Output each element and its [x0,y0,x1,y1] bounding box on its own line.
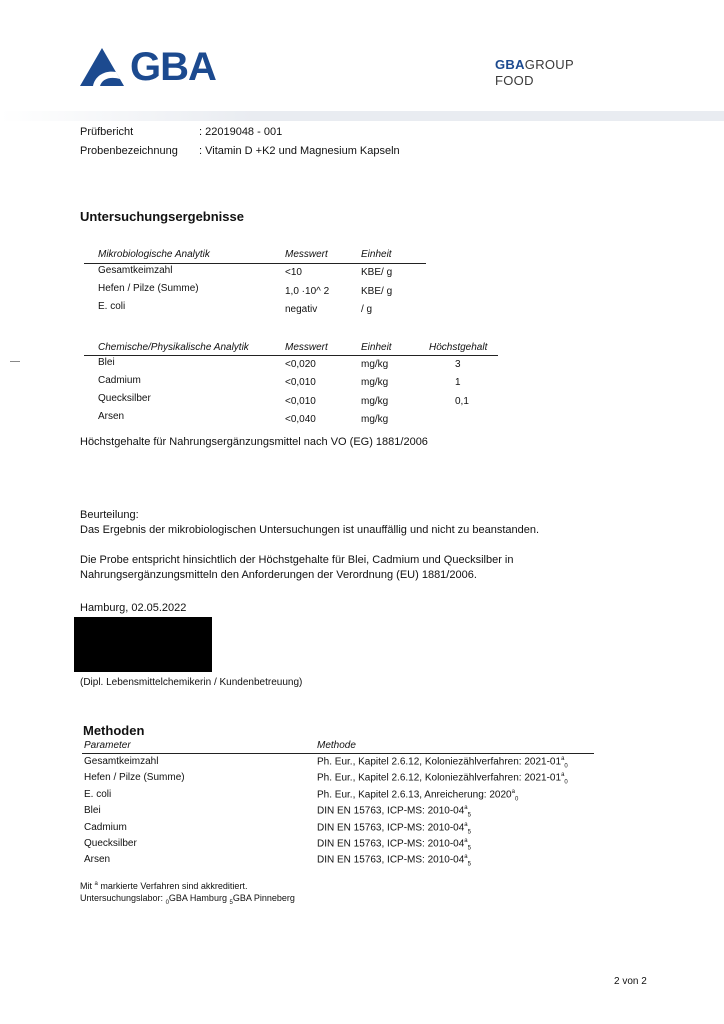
methods-row-method: DIN EN 15763, ICP-MS: $2010-04^a_5$ [317,838,471,852]
methods-header-methode: Methode [317,740,356,751]
chem-header-analytik: Chemische/Physikalische Analytik [98,342,249,353]
methods-header-parameter: Parameter [84,740,131,751]
chem-row-name: Cadmium [98,375,141,386]
methods-row-param: Cadmium [84,822,127,833]
methods-row-method: Ph. Eur., Kapitel 2.6.12, Koloniezählverfahren: $2021-01^a_0$ [317,772,568,786]
chem-header-messwert: Messwert [285,342,328,353]
logo-wordmark: GBA [130,45,216,89]
methods-row-param: Quecksilber [84,838,137,849]
micro-header-einheit: Einheit [361,249,392,260]
methods-row-method: DIN EN 15763, ICP-MS: $2010-04^a_5$ [317,854,471,868]
report-number-value: : 22019048 - 001 [199,126,283,138]
signatory-role: (Dipl. Lebensmittelchemikerin / Kundenbetreuung) [80,677,303,688]
chem-row-value: <0,010 [285,377,316,388]
chem-header-einheit: Einheit [361,342,392,353]
assessment-label: Beurteilung: [80,509,139,521]
micro-row-value: negativ [285,304,318,315]
chem-row-max: 1 [455,377,461,388]
methods-row-param: Blei [84,805,101,816]
chem-row-value: <0,020 [285,359,316,370]
sample-label: Probenbezeichnung [80,145,178,157]
methods-row-param: E. coli [84,789,112,800]
sample-value: : Vitamin D +K2 und Magnesium Kapseln [199,145,400,157]
methods-header-rule [82,753,594,754]
margin-mark [10,361,20,362]
place-date: Hamburg, 02.05.2022 [80,602,187,614]
assessment-text-1: Das Ergebnis der mikrobiologischen Untersuchungen ist unauffällig und nicht zu beanstanden. [80,524,540,536]
chem-row-unit: mg/kg [361,359,389,370]
group-brand [495,57,574,89]
micro-header-analytik: Mikrobiologische Analytik [98,249,210,260]
chem-row-max: 3 [455,359,461,370]
micro-row-value: <10 [285,267,302,278]
assessment-text-2: Die Probe entspricht hinsichtlich der Höchstgehalte für Blei, Cadmium und Quecksilber in [80,554,514,566]
methods-row-param: Hefen / Pilze (Summe) [84,772,185,783]
micro-header-rule [84,263,426,264]
chem-row-unit: mg/kg [361,396,389,407]
chem-row-name: Quecksilber [98,393,151,404]
chem-row-max: 0,1 [455,396,469,407]
chem-row-value: <0,010 [285,396,316,407]
gba-triangle-logo-icon [80,48,124,86]
page-number: 2 von 2 [614,976,647,987]
micro-header-messwert: Messwert [285,249,328,260]
methods-row-method: DIN EN 15763, ICP-MS: $2010-04^a_5$ [317,805,471,819]
assessment-text-3: Nahrungsergänzungsmitteln den Anforderungen der Verordnung (EU) 1881/2006. [80,569,477,581]
methods-row-method: Ph. Eur., Kapitel 2.6.12, Koloniezählverfahren: $2021-01^a_0$ [317,756,568,770]
section-title: Untersuchungsergebnisse [80,209,244,224]
accreditation-footnote: Mit $^a$ markierte Verfahren sind akkreditiert. [80,881,248,891]
methods-row-param: Gesamtkeimzahl [84,756,159,767]
group-division: FOOD [495,73,534,88]
methods-title: Methoden [83,723,145,738]
labs-line: Untersuchungslabor: $_0$GBA Hamburg $_5$GBA Pinneberg [80,893,295,906]
micro-row-name: E. coli [98,301,126,312]
gba-logo [80,47,216,87]
group-brand-suffix: GROUP [524,57,574,72]
micro-row-value: 1,0 ·10^ 2 [285,286,330,297]
group-brand-strong: GBA [495,57,525,72]
micro-row-name: Hefen / Pilze (Summe) [98,283,199,294]
chem-header-hoechstgehalt: Höchstgehalt [429,342,488,353]
chem-row-value: <0,040 [285,414,316,425]
micro-row-unit: KBE/ g [361,267,393,278]
chem-row-unit: mg/kg [361,377,389,388]
chem-header-rule [84,355,498,356]
micro-row-name: Gesamtkeimzahl [98,265,173,276]
limits-note: Höchstgehalte für Nahrungsergänzungsmittel nach VO (EG) 1881/2006 [80,436,428,448]
methods-row-param: Arsen [84,854,111,865]
report-number-label: Prüfbericht [80,126,134,138]
chem-row-unit: mg/kg [361,414,389,425]
micro-row-unit: / g [361,304,373,315]
micro-row-unit: KBE/ g [361,286,393,297]
header-bar [0,111,724,121]
methods-row-method: DIN EN 15763, ICP-MS: $2010-04^a_5$ [317,822,471,836]
chem-row-name: Arsen [98,411,125,422]
redacted-signature [74,617,212,672]
methods-row-method: Ph. Eur., Kapitel 2.6.13, Anreicherung: $2020^a_0$ [317,789,519,803]
chem-row-name: Blei [98,357,115,368]
